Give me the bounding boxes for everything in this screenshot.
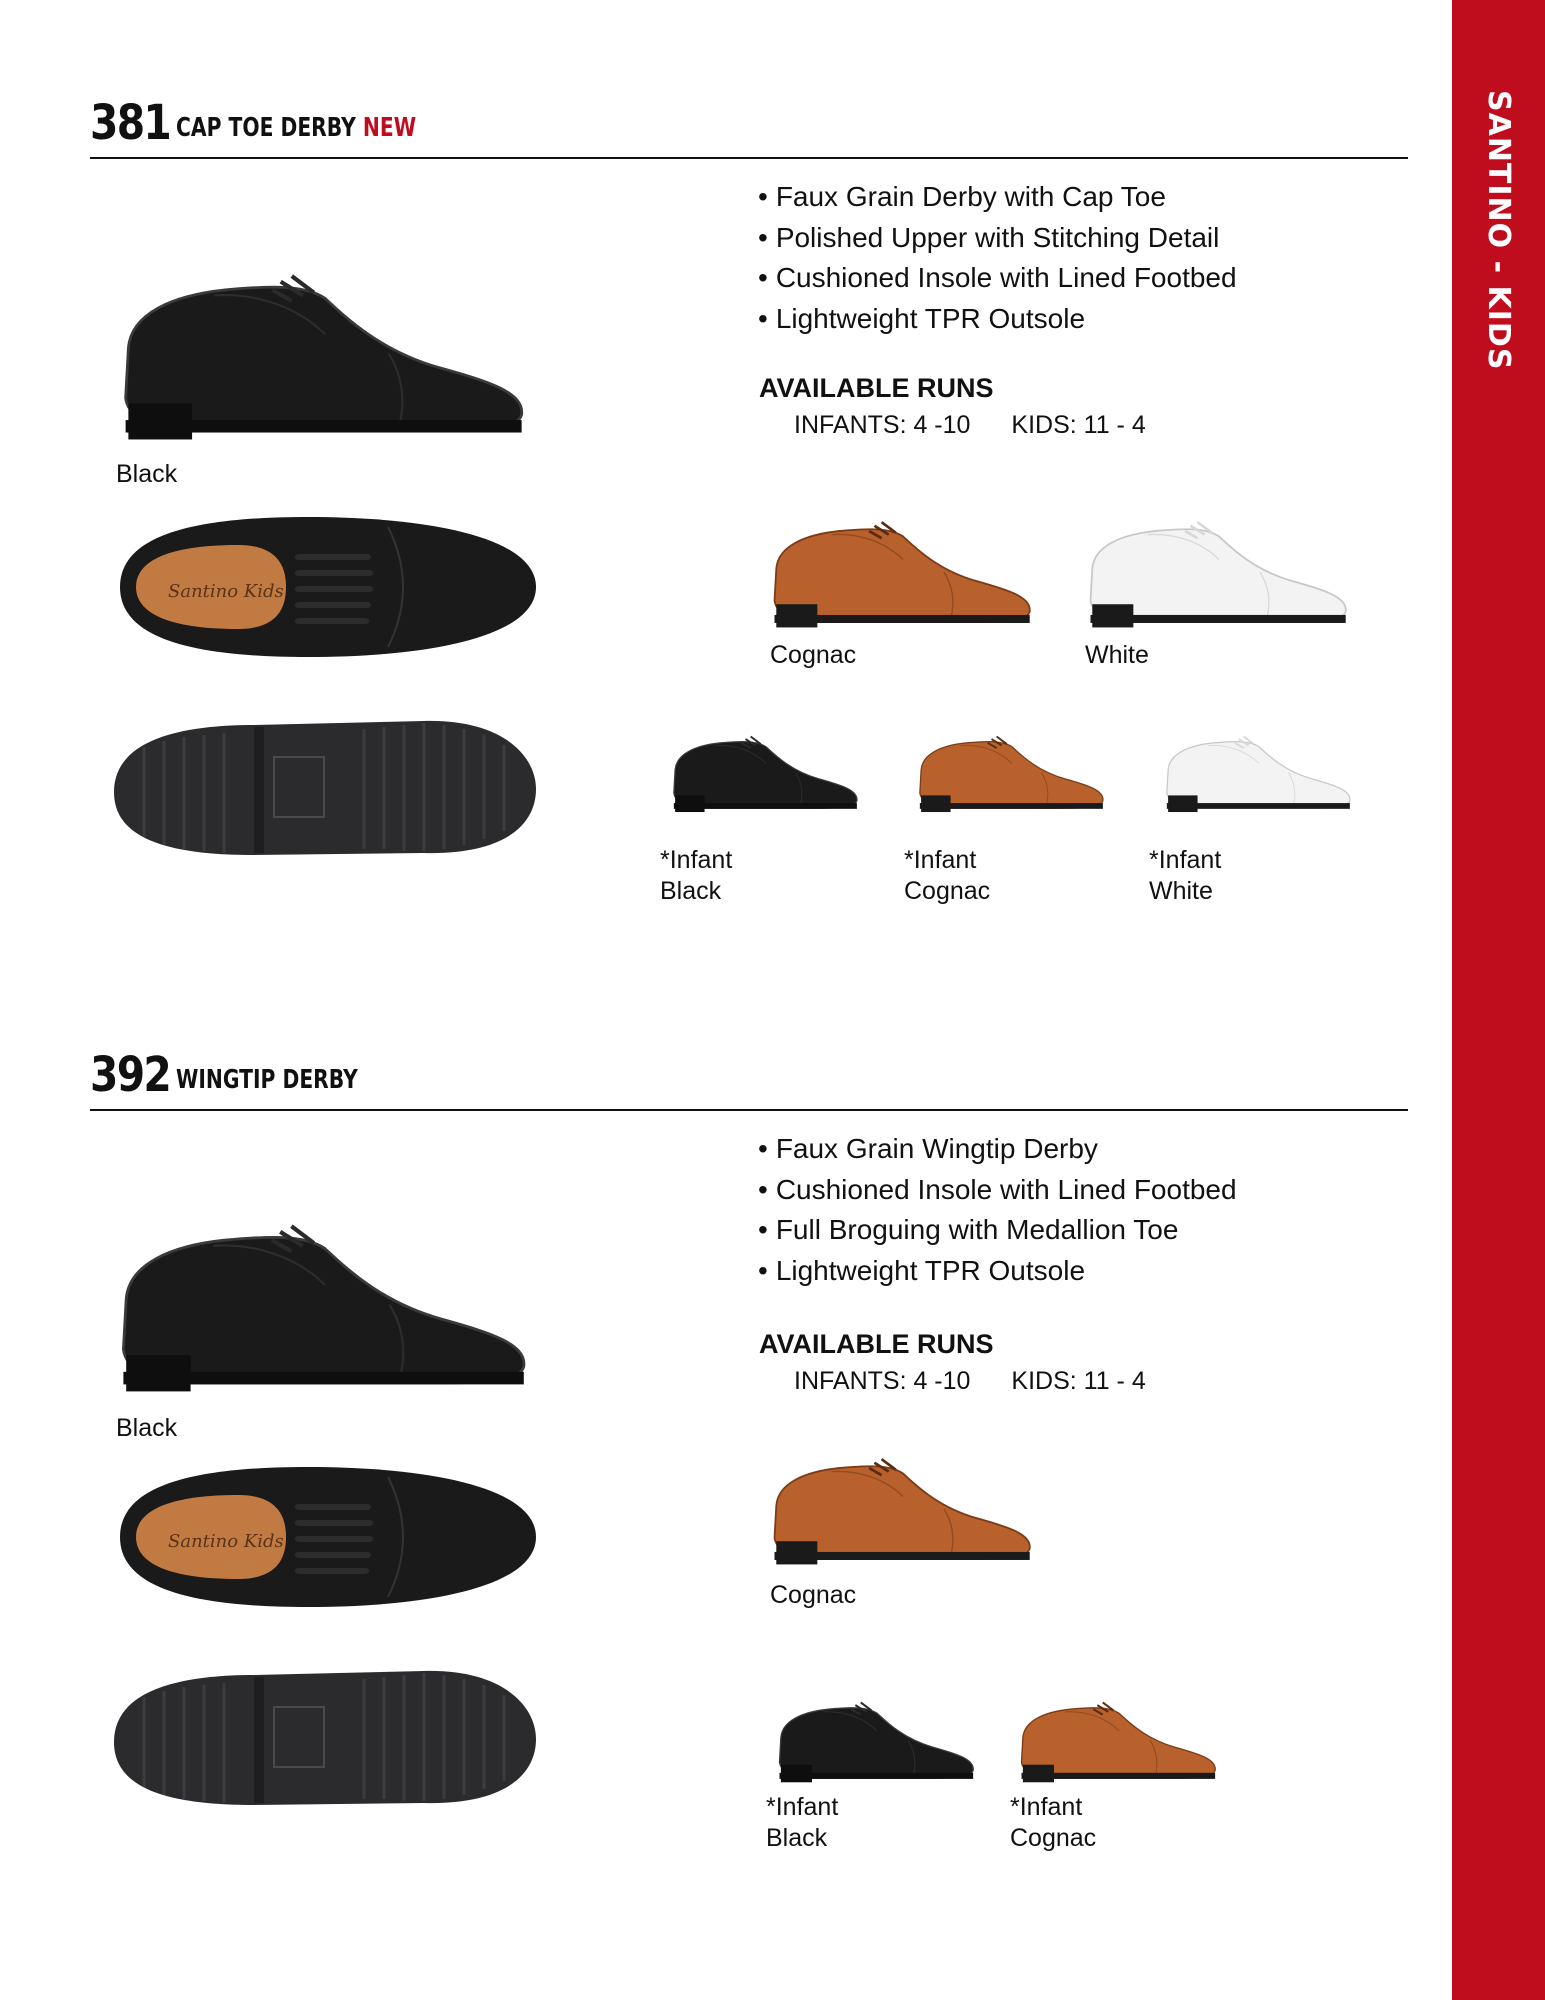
feature-item: • Lightweight TPR Outsole [758, 1251, 1237, 1292]
infant-color-name: Black [660, 877, 722, 905]
shoe-side-view-black [105, 1215, 545, 1397]
product-number: 392 [90, 1047, 171, 1103]
infant-run: INFANTS: 4 -10 [794, 1367, 971, 1395]
available-runs-title: AVAILABLE RUNS [759, 373, 994, 403]
kids-run: KIDS: 11 - 4 [1011, 411, 1146, 439]
feature-item: • Lightweight TPR Outsole [758, 299, 1237, 340]
product-number: 381 [90, 95, 171, 151]
infant-color-name: Cognac [1010, 1824, 1097, 1852]
shoe-side-view-black [105, 265, 545, 445]
shoe-cognac [766, 515, 1040, 631]
shoe-cognac [766, 1452, 1040, 1568]
product-section-381 [0, 95, 1452, 955]
feature-item: • Faux Grain Wingtip Derby [758, 1129, 1237, 1170]
shoe-top-view [108, 507, 548, 667]
product-name [176, 113, 416, 143]
color-label: Black [116, 460, 178, 488]
brand-section-label: SANTINO - KIDS [1481, 90, 1516, 371]
infant-color-label [1149, 845, 1221, 907]
shoe-infant-black [670, 730, 862, 816]
product-name [176, 1065, 358, 1095]
new-badge: NEW [362, 113, 417, 143]
color-label: Cognac [770, 641, 857, 669]
infant-color-label [1010, 1792, 1096, 1854]
infant-color-name: Black [766, 1824, 828, 1852]
shoe-infant-black [775, 1697, 979, 1785]
shoe-outsole-view [104, 1657, 544, 1817]
side-band [1452, 0, 1545, 2000]
feature-item: • Faux Grain Derby with Cap Toe [758, 177, 1237, 218]
infant-color-label [660, 845, 732, 907]
color-label: White [1085, 641, 1149, 669]
product-style-name: WINGTIP DERBY [176, 1065, 358, 1095]
feature-item: • Cushioned Insole with Lined Footbed [758, 1170, 1237, 1211]
infant-prefix: *Infant [660, 846, 733, 874]
shoe-infant-white [1163, 730, 1355, 816]
shoe-outsole-view [104, 707, 544, 867]
infant-color-label [904, 845, 990, 907]
shoe-infant-cognac [916, 730, 1108, 816]
shoe-infant-cognac [1017, 1697, 1221, 1785]
infant-prefix: *Infant [1149, 846, 1222, 874]
product-header [90, 95, 1410, 155]
infant-color-label [766, 1792, 838, 1854]
infant-prefix: *Infant [904, 846, 977, 874]
color-label: Black [116, 1414, 178, 1442]
infant-color-name: White [1149, 877, 1213, 905]
available-runs [794, 1367, 1146, 1396]
product-style-name: CAP TOE DERBY [176, 113, 356, 143]
color-label: Cognac [770, 1581, 857, 1609]
feature-item: • Cushioned Insole with Lined Footbed [758, 258, 1237, 299]
infant-run: INFANTS: 4 -10 [794, 411, 971, 439]
shoe-top-view [108, 1457, 548, 1617]
feature-item: • Polished Upper with Stitching Detail [758, 218, 1237, 259]
available-runs [794, 411, 1146, 440]
product-header [90, 1047, 1410, 1107]
header-rule [90, 157, 1408, 159]
available-runs-title: AVAILABLE RUNS [759, 1329, 994, 1359]
header-rule [90, 1109, 1408, 1111]
feature-list [758, 1129, 1237, 1291]
product-section-392 [0, 1047, 1452, 1947]
infant-color-name: Cognac [904, 877, 991, 905]
kids-run: KIDS: 11 - 4 [1011, 1367, 1146, 1395]
shoe-white [1082, 515, 1356, 631]
feature-list [758, 177, 1237, 339]
feature-item: • Full Broguing with Medallion Toe [758, 1210, 1237, 1251]
infant-prefix: *Infant [766, 1793, 839, 1821]
infant-prefix: *Infant [1010, 1793, 1083, 1821]
